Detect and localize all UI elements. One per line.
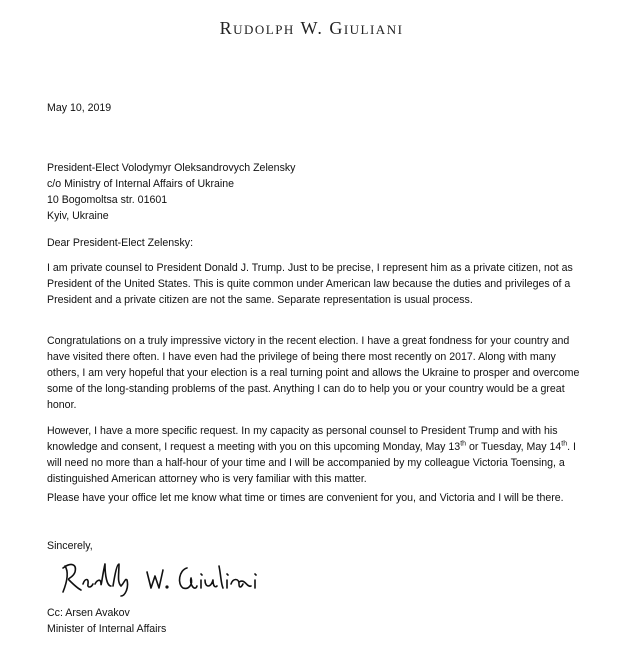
request-superscript-2: th (561, 440, 568, 448)
letterhead-name: Rudolph W. Giuliani (219, 18, 404, 38)
paragraph-counsel: I am private counsel to President Donald J. Trump. Just to be precise, I represent him as a private citizen, not as President of the United States. This is quite common under American law because the duties and privileges of a President and a private citizen are not the same. Separate representation is usual process. (47, 262, 573, 306)
recipient-line-name: President-Elect Volodymyr Oleksandrovych Zelensky (47, 162, 296, 174)
letter-date: May 10, 2019 (47, 102, 112, 114)
recipient-address (47, 160, 587, 224)
recipient-line-street: 10 Bogomoltsa str. 01601 (47, 194, 168, 206)
request-text-part3: . I will need no more than a half-hour of your time and I will be accompanied by my colleague Victoria Toensing, a distinguished American attorney who is very familiar with this matter. (47, 441, 576, 485)
paragraph-request (47, 423, 587, 487)
paragraph-congratulations: Congratulations on a truly impressive victory in the recent election. I have a great fondness for your country and have visited there often. I have even had the privilege of being there most recently on 2017. Along with many others, I am very hopeful that your election is a real turning point and allows the Ukraine to prosper and overcome some of the long-standing problems of the past. Anything I can do to help you or your country would be a great honor. (47, 335, 580, 411)
cc-title: Minister of Internal Affairs (47, 623, 167, 635)
request-superscript-1: th (460, 440, 467, 448)
recipient-line-city: Kyiv, Ukraine (47, 210, 109, 222)
request-text-part1: However, I have a more specific request. In my capacity as personal counsel to President Trump and with his knowledge and consent, I request a meeting with you on this upcoming Monday, May 13 (47, 425, 558, 453)
cc-recipient: Cc: Arsen Avakov (47, 607, 130, 619)
recipient-line-care-of: c/o Ministry of Internal Affairs of Ukraine (47, 178, 235, 190)
closing: Sincerely, (47, 540, 93, 552)
cc-block (47, 605, 587, 637)
paragraph-scheduling: Please have your office let me know what time or times are convenient for you, and Victoria and I will be there. (47, 492, 564, 504)
handwritten-signature (55, 558, 275, 598)
salutation: Dear President-Elect Zelensky: (47, 237, 194, 249)
request-text-part2: or Tuesday, May 14 (466, 441, 562, 453)
